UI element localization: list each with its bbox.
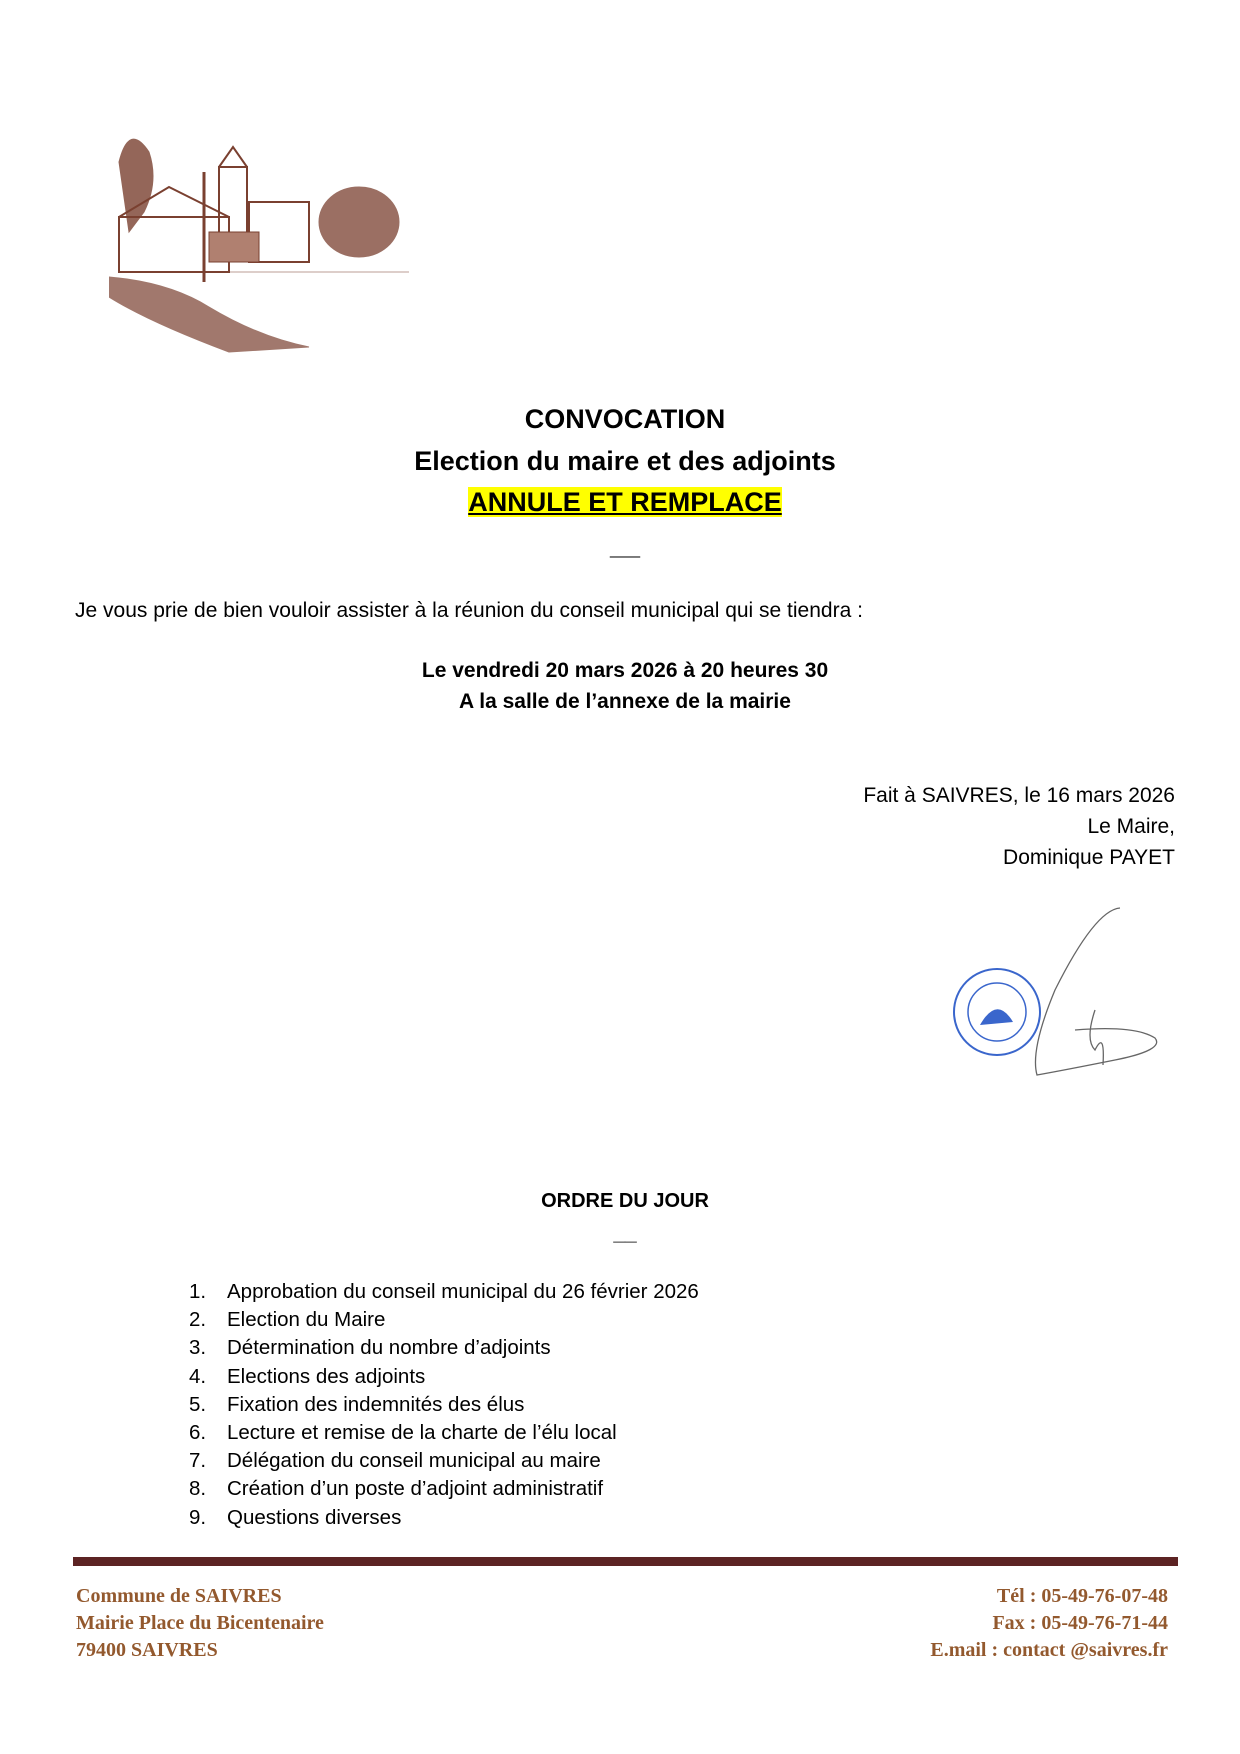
intro-text: Je vous prie de bien vouloir assister à la réunion du conseil municipal qui se tiendra : [75,599,863,622]
item-label: Approbation du conseil municipal du 26 février 2026 [227,1280,699,1303]
item-label: Fixation des indemnités des élus [227,1392,525,1416]
agenda-separator: __ [613,1222,637,1245]
agenda-item [189,1477,699,1505]
item-label: Création d’un poste d’adjoint administratif [227,1477,604,1501]
item-label: Lecture et remise de la charte de l’élu local [227,1420,617,1444]
handwritten-signature [1035,908,1156,1075]
agenda-item [189,1393,699,1421]
agenda-item [189,1365,699,1393]
signatory-name: Dominique PAYET [1003,846,1175,869]
agenda-item [189,1421,699,1449]
document-subtitle: Election du maire et des adjoints [414,446,836,476]
document-title: CONVOCATION [524,404,726,434]
agenda-item [189,1336,699,1364]
item-label: Délégation du conseil municipal au maire [227,1449,601,1473]
signatory-role: Le Maire, [1087,815,1175,838]
item-label: Questions diverses [227,1505,402,1529]
footer-address [76,1583,324,1664]
item-number: 5. [189,1392,207,1416]
village-sketch-image [109,122,419,357]
footer-email[interactable]: E.mail : contact @saivres.fr [930,1639,1168,1661]
agenda-title: ORDRE DU JOUR [541,1190,709,1212]
item-number: 9. [189,1505,207,1529]
agenda-item [189,1449,699,1477]
mairie-stamp [954,969,1040,1055]
item-number: 2. [189,1308,207,1332]
item-label: Elections des adjoints [227,1364,426,1388]
footer-commune: Commune de SAIVRES [76,1585,282,1607]
item-number: 6. [189,1420,207,1444]
footer-rule [73,1557,1178,1566]
meeting-date: Le vendredi 20 mars 2026 à 20 heures 30 [421,659,829,682]
signature-block [863,780,1175,873]
cancel-replace-notice: ANNULE ET REMPLACE [468,487,782,517]
item-number: 4. [189,1364,207,1388]
place-date: Fait à SAIVRES, le 16 mars 2026 [863,784,1175,807]
item-label: Election du Maire [227,1308,386,1332]
agenda-item [189,1308,699,1336]
stamp-and-signature [945,900,1175,1080]
item-label: Détermination du nombre d’adjoints [227,1336,551,1360]
agenda-item [189,1280,699,1308]
item-number: 8. [189,1477,207,1501]
item-number: 3. [189,1336,207,1360]
footer-phone: Tél : 05-49-76-07-48 [996,1585,1168,1607]
title-separator: __ [609,530,641,560]
footer-city: 79400 SAIVRES [76,1639,218,1661]
footer-contact [930,1583,1168,1664]
item-number: 7. [189,1449,207,1473]
footer-street: Mairie Place du Bicentenaire [76,1612,324,1634]
item-number: 1. [189,1280,207,1303]
agenda-item [189,1506,699,1534]
meeting-place: A la salle de l’annexe de la mairie [459,690,791,713]
agenda-list [189,1280,699,1534]
footer-fax: Fax : 05-49-76-71-44 [992,1612,1168,1634]
